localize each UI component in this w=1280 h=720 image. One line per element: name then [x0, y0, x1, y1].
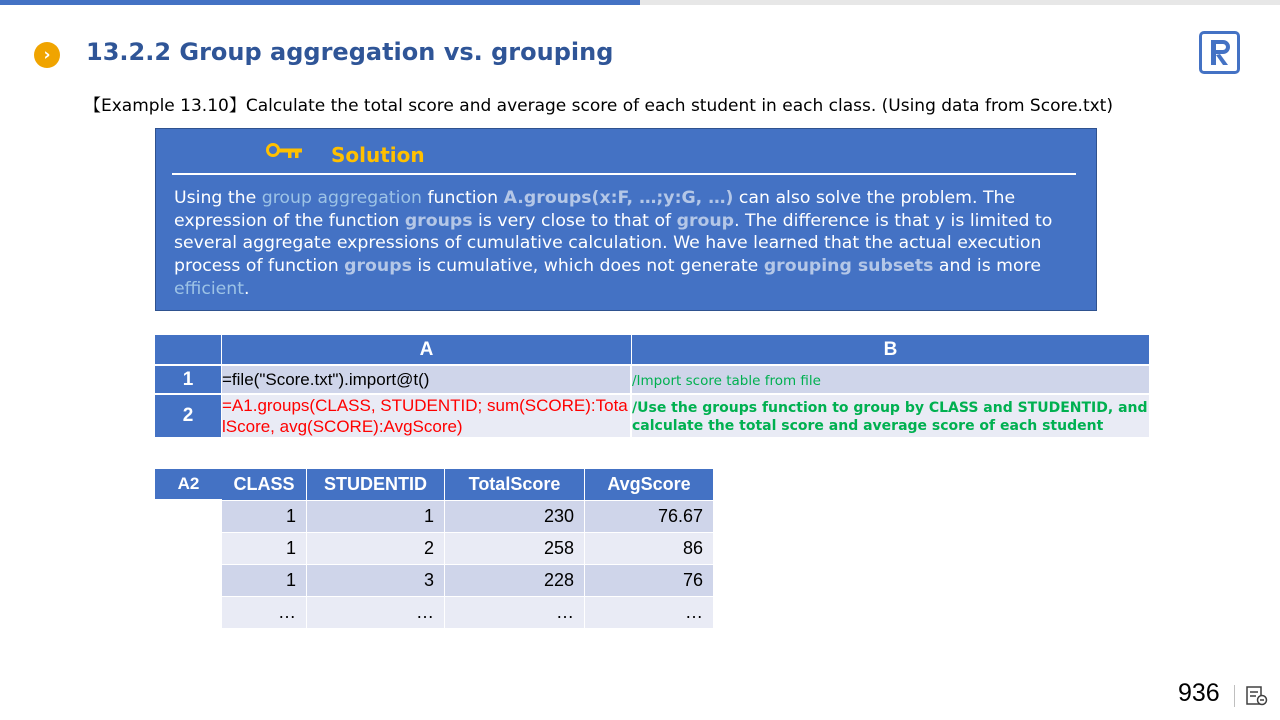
solution-text-part: and is more — [933, 256, 1041, 277]
result-cell: 258 — [445, 532, 585, 564]
result-row — [222, 564, 713, 596]
result-row — [222, 596, 713, 628]
term-grouping-subsets: grouping subsets — [763, 256, 934, 277]
grid-cell-b1[interactable] — [632, 366, 1149, 395]
result-cell-label: A2 — [155, 469, 222, 499]
term-group: group — [676, 210, 735, 231]
result-cell: 1 — [222, 564, 307, 596]
grid-column-header-b: B — [632, 335, 1149, 366]
result-row — [222, 500, 713, 532]
grid-row — [155, 395, 1149, 439]
notes-icon[interactable] — [1246, 686, 1268, 706]
grid-cell-a2[interactable] — [222, 395, 632, 439]
solution-text-part: is very close to that of — [472, 210, 677, 231]
solution-title: Solution — [331, 143, 425, 167]
solution-box — [155, 128, 1097, 311]
solution-text — [174, 187, 1078, 301]
grid-column-header-a: A — [222, 335, 632, 366]
result-cell: 76 — [585, 564, 713, 596]
result-table — [222, 469, 713, 628]
result-cell: 230 — [445, 500, 585, 532]
solution-divider — [172, 173, 1076, 175]
result-cell: … — [307, 596, 445, 628]
footer-divider — [1234, 685, 1235, 707]
term-group-aggregation: group aggregation — [261, 188, 422, 208]
page-title: 13.2.2 Group aggregation vs. grouping — [86, 38, 614, 66]
result-cell: 1 — [222, 500, 307, 532]
grid-comment: /Import score table from file — [632, 373, 821, 389]
solution-text-part: function — [421, 188, 504, 208]
result-cell: 3 — [307, 564, 445, 596]
solution-text-part: is cumulative, which does not generate — [411, 256, 764, 277]
result-cell: 1 — [307, 500, 445, 532]
solution-text-part: can also solve the problem. The expression of the function — [174, 188, 1016, 231]
result-cell: 86 — [585, 532, 713, 564]
grid-row — [155, 366, 1149, 395]
term-efficient: efficient — [174, 278, 245, 299]
r-logo-icon — [1199, 31, 1240, 74]
result-cell: … — [445, 596, 585, 628]
chevron-right-icon: › — [34, 42, 60, 68]
term-function-signature: A.groups(x:F, …;y:G, …) — [503, 188, 734, 208]
result-header-studentid: STUDENTID — [307, 469, 445, 500]
result-cell: 76.67 — [585, 500, 713, 532]
page-number: 936 — [1178, 679, 1220, 707]
grid-row-number: 1 — [155, 366, 222, 395]
solution-text-part: . The difference is that y is limited to several aggregate expressions of cumulative calculation. We have learned that the actual execution process of function — [174, 210, 1053, 277]
solution-text-part: . — [244, 278, 250, 299]
result-cell: 1 — [222, 532, 307, 564]
result-row — [222, 532, 713, 564]
result-header-totalscore: TotalScore — [445, 469, 585, 500]
result-cell: 2 — [307, 532, 445, 564]
result-cell: 228 — [445, 564, 585, 596]
grid-cell-b2[interactable] — [632, 395, 1149, 439]
grid-comment: /Use the groups function to group by CLASS and STUDENTID, and calculate the total score and average score of each student — [632, 400, 1148, 434]
solution-text-part: Using the — [174, 188, 262, 208]
top-progress-track — [640, 0, 1280, 5]
code-grid — [155, 335, 1149, 439]
result-header-avgscore: AvgScore — [585, 469, 713, 500]
grid-corner — [155, 335, 222, 366]
grid-cell-a1[interactable]: =file("Score.txt").import@t() — [222, 366, 632, 395]
key-icon — [266, 141, 304, 161]
result-header-class: CLASS — [222, 469, 307, 500]
term-groups: groups — [404, 210, 473, 231]
top-progress-bar — [0, 0, 640, 5]
grid-code: =A1.groups(CLASS, STUDENTID; sum(SCORE):TotalScore, avg(SCORE):AvgScore) — [222, 396, 628, 436]
grid-row-number: 2 — [155, 395, 222, 439]
result-cell: … — [222, 596, 307, 628]
term-groups: groups — [344, 256, 412, 277]
example-statement: 【Example 13.10】Calculate the total score and average score of each student in each class. (Using data from Score.txt) — [84, 96, 1113, 116]
result-cell: … — [585, 596, 713, 628]
